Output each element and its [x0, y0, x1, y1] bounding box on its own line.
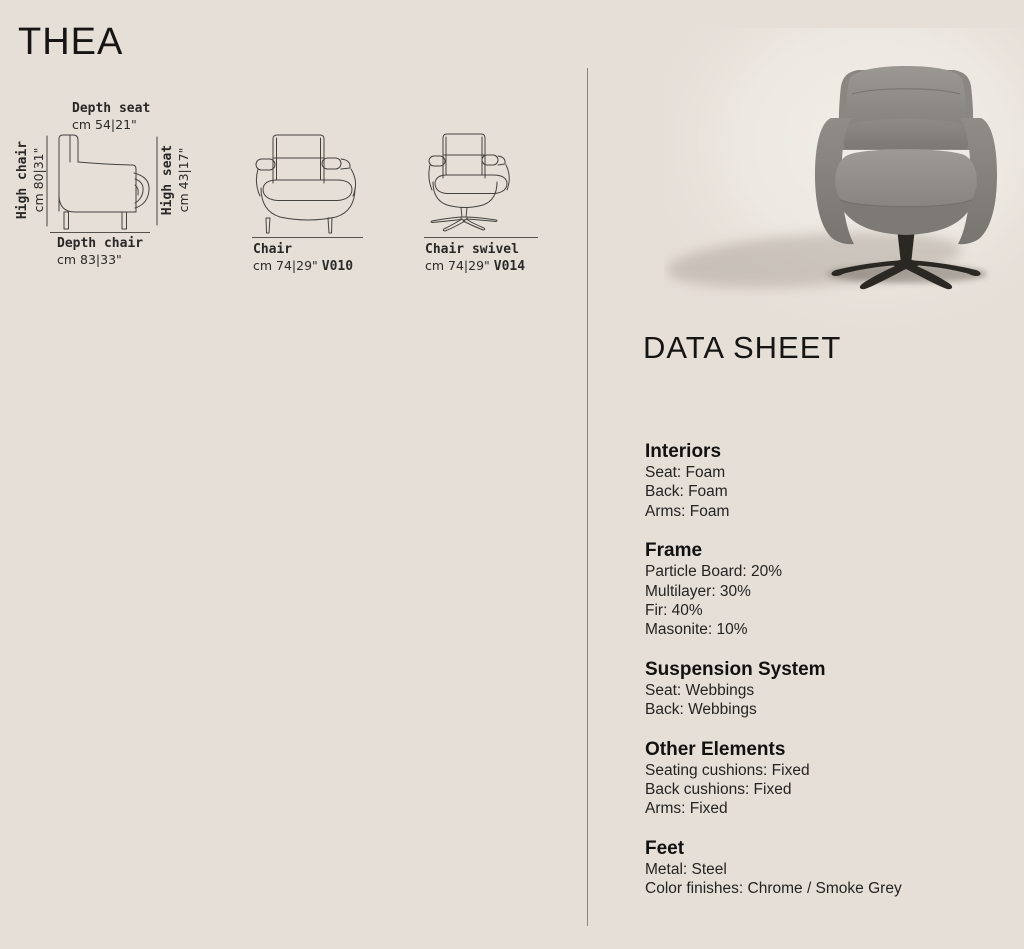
spec-line: Back: Foam — [645, 483, 728, 501]
chair-swivel-line-art — [420, 128, 520, 234]
section-heading: Feet — [645, 837, 685, 859]
section-heading: Frame — [645, 540, 703, 562]
chair-dimensions — [253, 258, 353, 274]
spec-line: Back cushions: Fixed — [645, 781, 792, 799]
chair-swivel-label — [425, 242, 525, 274]
spec-line: Masonite: 10% — [645, 621, 748, 639]
depth-chair-title: Depth chair — [57, 236, 144, 251]
spec-line: Arms: Foam — [645, 502, 730, 520]
high-chair-value: cm 80|31" — [31, 147, 46, 213]
page-title: THEA — [18, 21, 124, 63]
section-other-elements — [645, 739, 965, 819]
section-feet — [645, 838, 965, 899]
section-interiors — [645, 441, 965, 521]
spec-line: Arms: Fixed — [645, 800, 728, 818]
vertical-divider — [587, 68, 588, 926]
spec-line: Fir: 40% — [645, 602, 703, 620]
spec-line: Metal: Steel — [645, 860, 727, 878]
chair-swivel-rule — [424, 237, 538, 238]
chair-swivel-title: Chair swivel — [425, 242, 519, 257]
section-frame — [645, 540, 965, 640]
datasheet-title: DATA SHEET — [643, 330, 842, 365]
high-chair-title: High chair — [15, 140, 30, 220]
side-view-line-art — [37, 127, 167, 233]
depth-chair-label — [57, 236, 143, 267]
section-heading: Suspension System — [645, 658, 826, 680]
chair-swivel-code: V014 — [493, 259, 526, 274]
section-heading: Interiors — [645, 441, 722, 462]
spec-line: Back: Webbings — [645, 701, 757, 719]
datasheet-sections — [645, 441, 965, 918]
spec-line: Multilayer: 30% — [645, 582, 751, 600]
chair-label — [253, 242, 353, 274]
high-seat-title: High seat — [160, 144, 175, 216]
chair-title: Chair — [253, 242, 293, 257]
chair-value: cm 74|29" — [253, 258, 322, 273]
spec-line: Color finishes: Chrome / Smoke Grey — [645, 880, 902, 898]
spec-line: Seating cushions: Fixed — [645, 761, 810, 779]
depth-chair-rule — [50, 232, 150, 233]
chair-swivel-dimensions — [425, 258, 525, 274]
spec-line: Seat: Webbings — [645, 681, 755, 699]
section-suspension-system — [645, 659, 965, 720]
chair-front-line-art — [252, 128, 364, 234]
spec-line: Particle Board: 20% — [645, 563, 782, 581]
high-seat-value: cm 43|17" — [176, 147, 191, 213]
product-photo — [664, 28, 1024, 328]
chair-rule — [252, 237, 363, 238]
section-heading: Other Elements — [645, 738, 786, 760]
depth-chair-value: cm 83|33" — [57, 252, 122, 267]
spec-line: Seat: Foam — [645, 464, 726, 481]
chair-swivel-value: cm 74|29" — [425, 258, 494, 273]
depth-seat-title: Depth seat — [72, 101, 151, 116]
depth-seat-value: cm 54|21" — [72, 117, 137, 132]
chair-code: V010 — [321, 259, 354, 274]
